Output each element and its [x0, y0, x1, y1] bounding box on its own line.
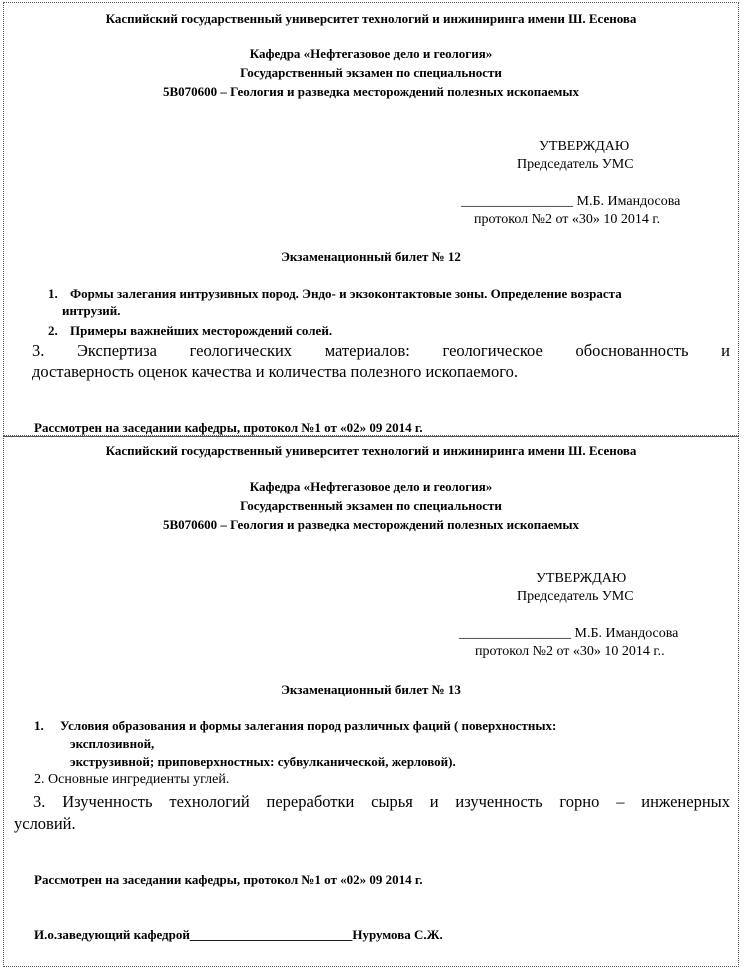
exam-ticket-12 — [3, 2, 739, 436]
exam-title: Государственный экзамен по специальности — [240, 498, 502, 513]
ticket-title: Экзаменационный билет № 12 — [281, 249, 461, 264]
question-1-text-cont2: экструзивной; приповерхностных: субвулканической, жерловой). — [70, 754, 456, 769]
chair-label: Председатель УМС — [517, 589, 634, 604]
question-1-text: Условия образования и формы залегания пород различных фаций ( поверхностных: — [60, 718, 557, 733]
university-name: Каспийский государственный университет технологий и инжиниринга имени Ш. Есенова — [105, 443, 637, 458]
question-3-text-cont: условий. — [14, 814, 76, 833]
approve-label: УТВЕРЖДАЮ — [539, 139, 630, 154]
question-3-text: 3. Экспертиза геологических материалов: геологическое обоснованность и — [32, 341, 730, 360]
protocol-text: протокол №2 от «30» 10 2014 г.. — [475, 644, 665, 659]
university-name: Каспийский государственный университет технологий и инжиниринга имени Ш. Есенова — [105, 11, 637, 26]
exam-title: Государственный экзамен по специальности — [240, 65, 502, 80]
signature-line: ________________ М.Б. Имандосова — [459, 626, 679, 641]
reviewed-note: Рассмотрен на заседании кафедры, протокол №1 от «02» 09 2014 г. — [34, 872, 423, 887]
department-name: Кафедра «Нефтегазовое дело и геология» — [249, 479, 493, 494]
question-2-number: 2. — [48, 323, 58, 338]
reviewed-note: Рассмотрен на заседании кафедры, протокол №1 от «02» 09 2014 г. — [34, 420, 423, 435]
question-1-number: 1. — [48, 286, 58, 301]
question-1-text-cont: интрузий. — [62, 303, 121, 318]
signature-line: ________________ М.Б. Имандосова — [461, 194, 681, 209]
head-of-department-signature: И.о.заведующий кафедрой_________________________Нурумова С.Ж. — [34, 927, 443, 942]
question-3-text-cont: доставерность оценок качества и количества полезного ископаемого. — [32, 362, 518, 381]
question-1-text-cont: эксплозивной, — [70, 736, 155, 751]
approve-label: УТВЕРЖДАЮ — [536, 571, 627, 586]
question-1-text: Формы залегания интрузивных пород. Эндо- и экзоконтактовые зоны. Определение возраста — [70, 286, 622, 301]
chair-label: Председатель УМС — [517, 157, 634, 172]
department-name: Кафедра «Нефтегазовое дело и геология» — [249, 46, 493, 61]
question-2-text: 2. Основные ингредиенты углей. — [34, 772, 230, 787]
question-2-text: Примеры важнейших месторождений солей. — [70, 323, 333, 338]
specialty-name: 5В070600 – Геология и разведка месторождений полезных ископаемых — [163, 84, 579, 99]
exam-ticket-13 — [3, 436, 739, 967]
protocol-text: протокол №2 от «30» 10 2014 г. — [474, 212, 661, 227]
specialty-name: 5В070600 – Геология и разведка месторождений полезных ископаемых — [163, 517, 579, 532]
question-1-number: 1. — [34, 718, 44, 733]
ticket-title: Экзаменационный билет № 13 — [281, 682, 461, 697]
question-3-text: 3. Изученность технологий переработки сырья и изученность горно – инженерных — [33, 792, 730, 811]
